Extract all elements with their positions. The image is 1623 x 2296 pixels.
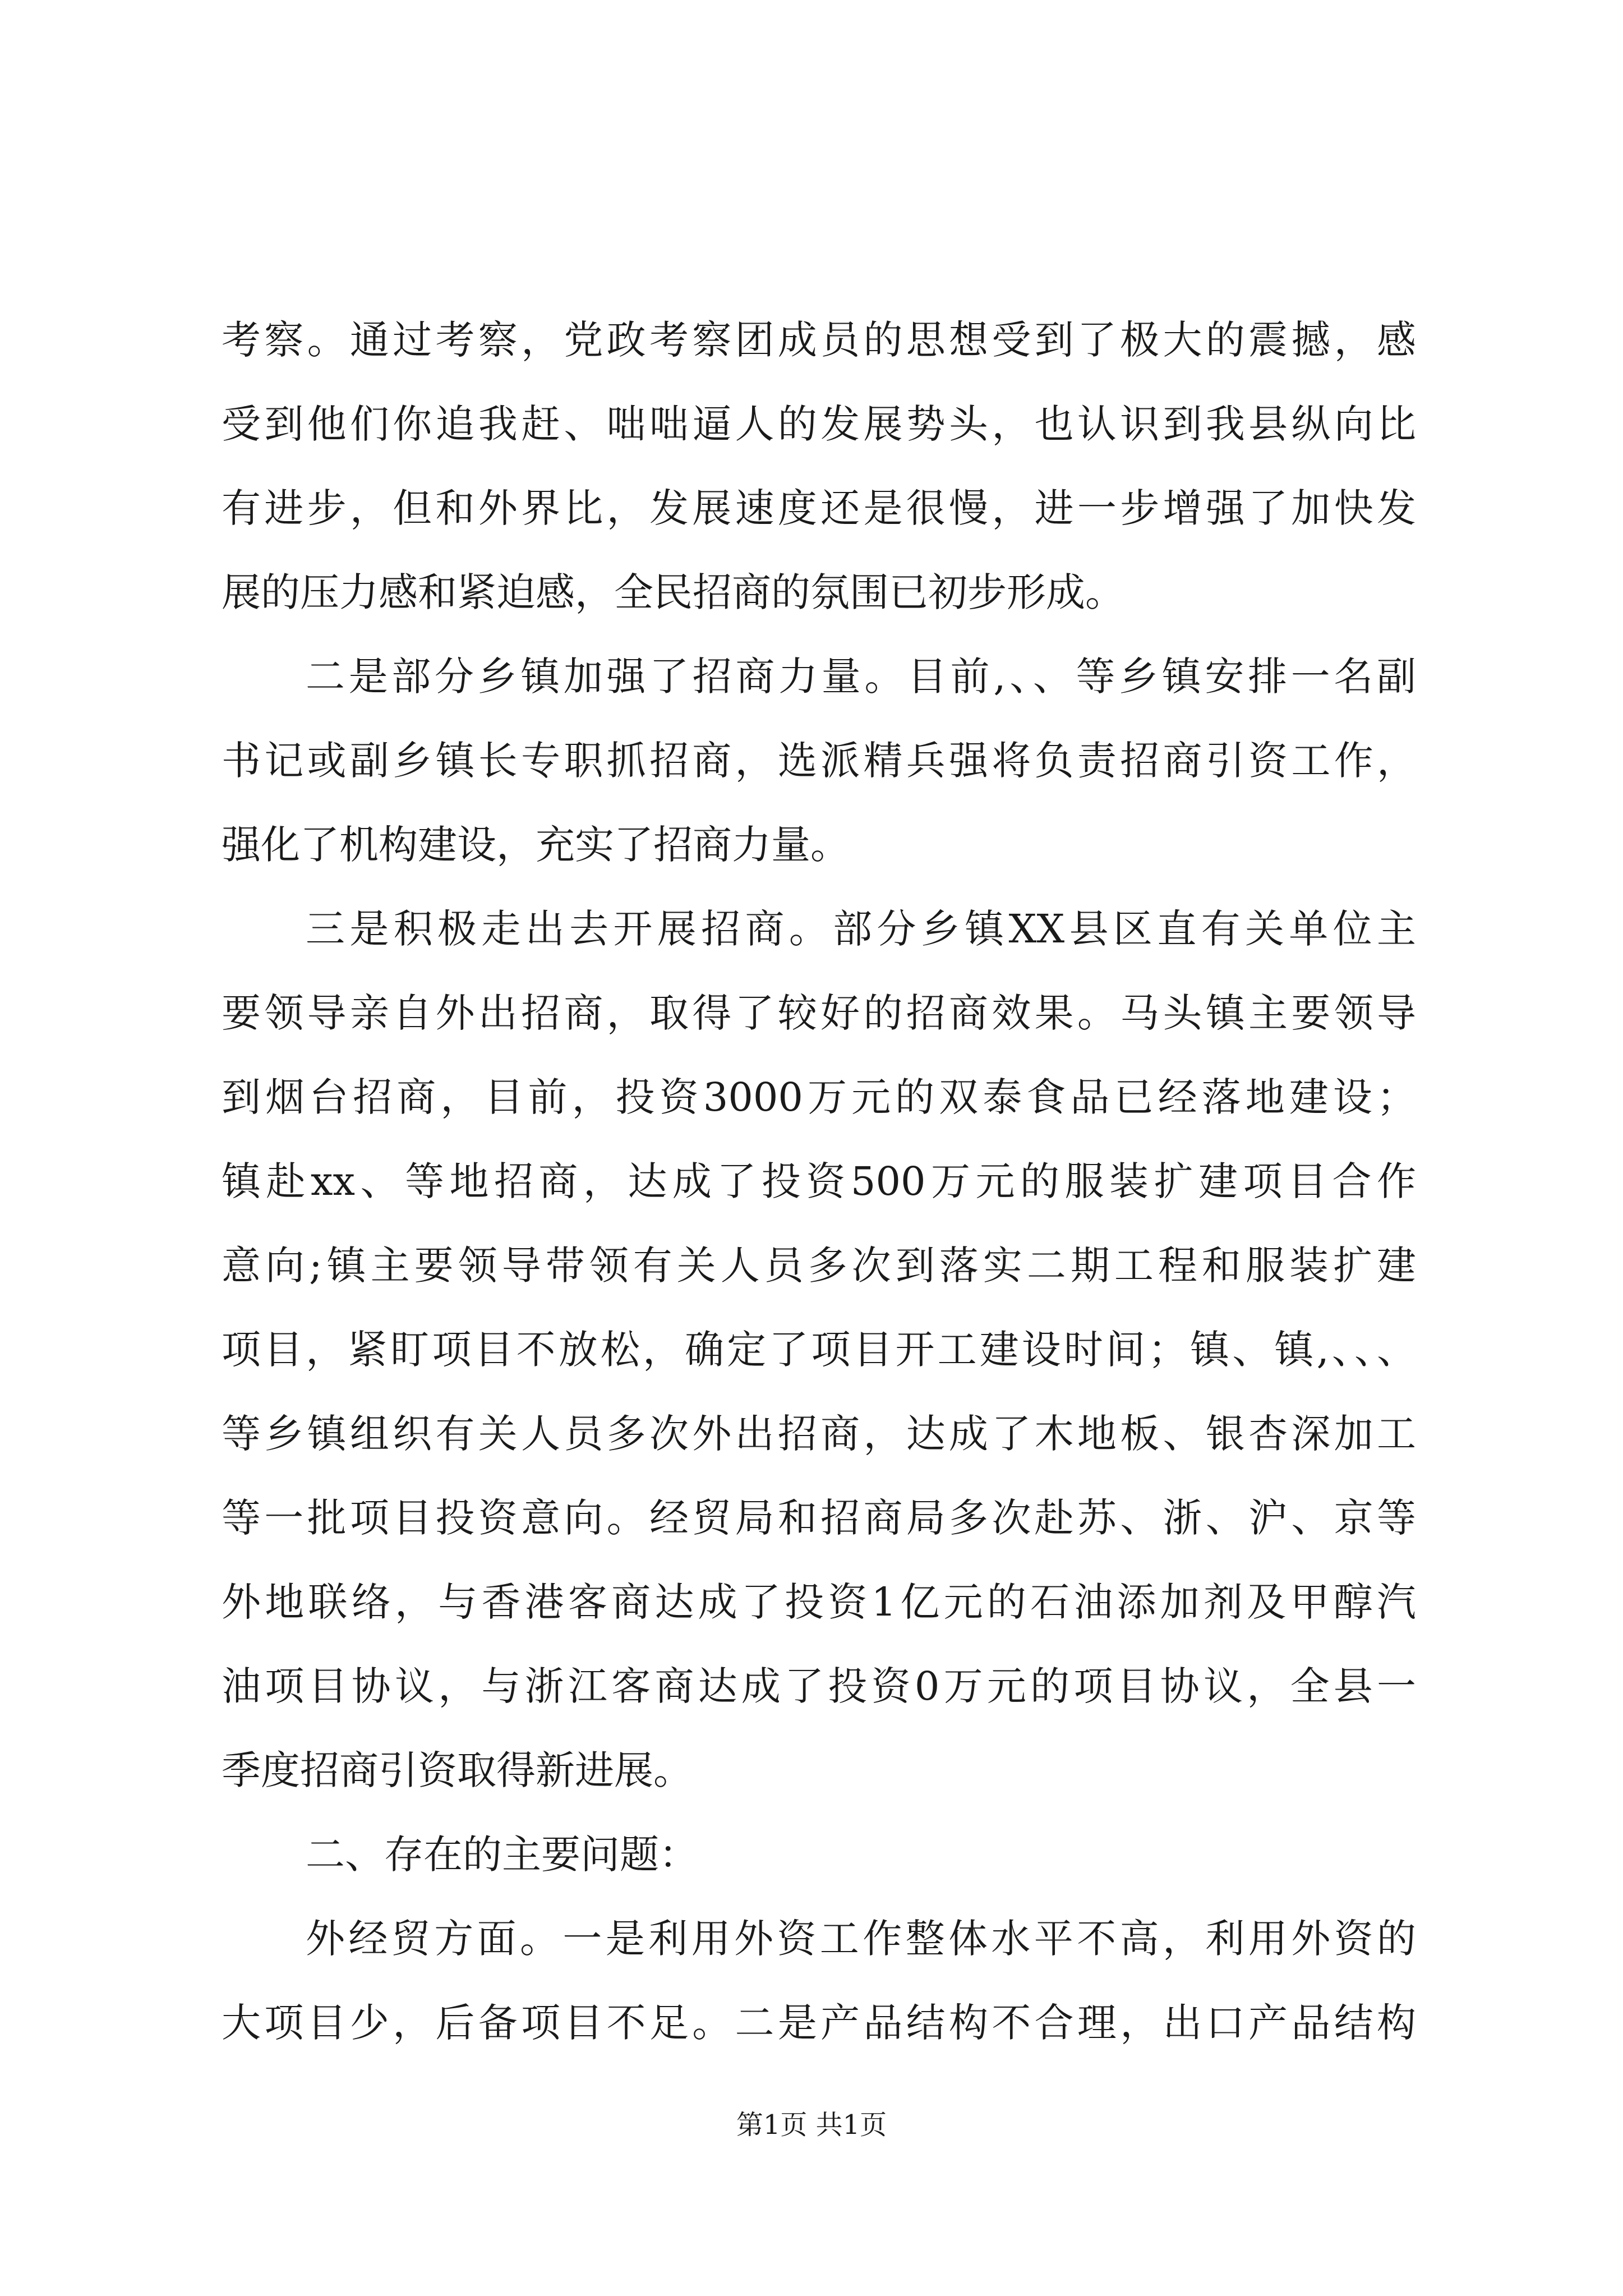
section-heading: 二、存在的主要问题： [306, 1832, 698, 1878]
text-line-10: 到烟台招商，目前，投资3000万元的双泰食品已经落地建设； [222, 1074, 1416, 1120]
text-line-11: 镇赴xx、等地招商，达成了投资500万元的服装扩建项目合作 [222, 1158, 1416, 1204]
text-line-15: 等一批项目投资意向。经贸局和招商局多次赴苏、浙、沪、京等 [222, 1495, 1416, 1541]
text-line-14: 等乡镇组织有关人员多次外出招商，达成了木地板、银杏深加工 [222, 1411, 1416, 1457]
text-line-7: 强化了机构建设，充实了招商力量。 [222, 822, 850, 868]
page-footer: 第1页 共1页 [736, 2109, 887, 2141]
text-line-12: 意向;镇主要领导带领有关人员多次到落实二期工程和服装扩建 [222, 1243, 1416, 1289]
text-line-8: 三是积极走出去开展招商。部分乡镇XX县区直有关单位主 [306, 906, 1416, 952]
text-line-4: 展的压力感和紧迫感，全民招商的氛围已初步形成。 [222, 569, 1124, 615]
text-line-1: 考察。通过考察，党政考察团成员的思想受到了极大的震撼，感 [222, 317, 1416, 363]
text-line-17: 油项目协议，与浙江客商达成了投资0万元的项目协议，全县一 [222, 1663, 1416, 1709]
text-line-21: 大项目少，后备项目不足。二是产品结构不合理，出口产品结构 [222, 2000, 1416, 2046]
text-line-18: 季度招商引资取得新进展。 [222, 1747, 693, 1793]
text-line-16: 外地联络，与香港客商达成了投资1亿元的石油添加剂及甲醇汽 [222, 1579, 1416, 1625]
text-line-20: 外经贸方面。一是利用外资工作整体水平不高，利用外资的 [306, 1916, 1416, 1962]
text-line-9: 要领导亲自外出招商，取得了较好的招商效果。马头镇主要领导 [222, 990, 1416, 1036]
text-line-13: 项目，紧盯项目不放松，确定了项目开工建设时间；镇、镇,、、、 [222, 1327, 1416, 1373]
text-line-2: 受到他们你追我赶、咄咄逼人的发展势头，也认识到我县纵向比 [222, 401, 1416, 447]
text-line-5: 二是部分乡镇加强了招商力量。目前,、、等乡镇安排一名副 [306, 654, 1416, 700]
text-line-3: 有进步，但和外界比，发展速度还是很慢，进一步增强了加快发 [222, 485, 1416, 531]
text-line-6: 书记或副乡镇长专职抓招商，选派精兵强将负责招商引资工作， [222, 738, 1416, 784]
